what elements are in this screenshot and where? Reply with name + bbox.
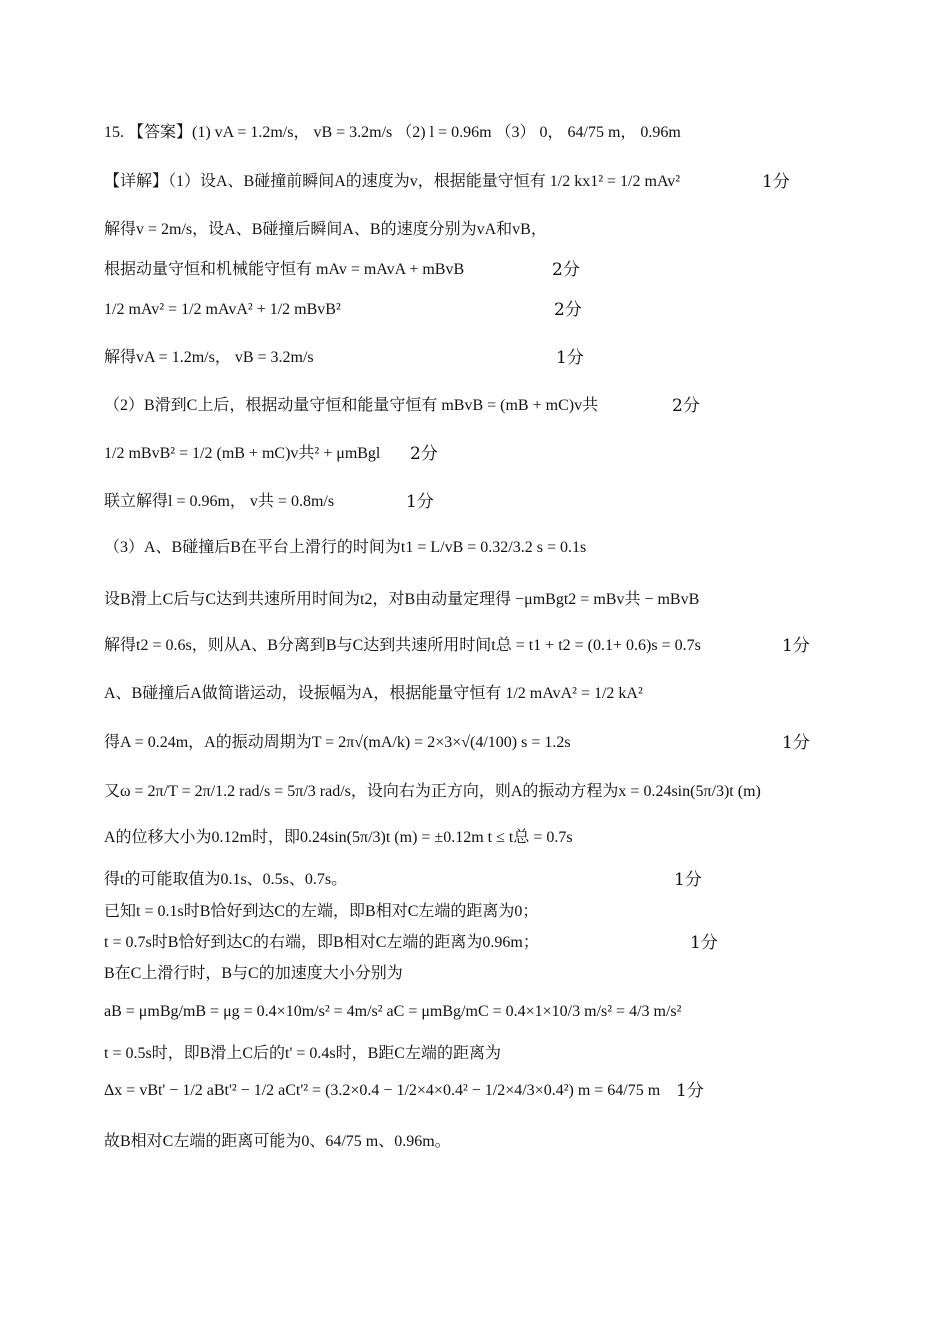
acceleration-line: aB = μmBg/mB = μg = 0.4×10m/s² = 4m/s² aC = μmBg/mC = 0.4×1×10/3 m/s² = 4/3 m/s² [104, 1003, 682, 1020]
solution-line: 解得v = 2m/s，设A、B碰撞后瞬间A、B的速度分别为vA和vB， [104, 221, 547, 238]
score-mark: 1分 [674, 870, 702, 890]
equation-line: 1/2 mAv² = 1/2 mAvA² + 1/2 mBvB² [104, 301, 341, 318]
score-mark: 1分 [782, 636, 810, 656]
solution-line: 解得vA = 1.2m/s， vB = 3.2m/s [104, 349, 314, 366]
distance-line: Δx = vBt' − 1/2 aBt'² − 1/2 aCt'² = (3.2×0.4 − 1/2×4×0.4² − 1/2×4/3×0.4²) m = 64/75 m [104, 1082, 661, 1099]
part2-line: （2）B滑到C上后，根据动量守恒和能量守恒有 mBvB = (mB + mC)v共 [104, 397, 599, 414]
answer-line: 15. 【答案】(1) vA = 1.2m/s， vB = 3.2m/s （2) l = 0.96m （3） 0， 64/75 m， 0.96m [104, 124, 681, 141]
omega-line: 又ω = 2π/T = 2π/1.2 rad/s = 5π/3 rad/s，设向右为正方向，则A的振动方程为x = 0.24sin(5π/3)t (m) [104, 783, 761, 800]
time-values-line: 得t的可能取值为0.1s、0.5s、0.7s。 [104, 871, 348, 888]
score-mark: 1分 [762, 172, 790, 192]
score-mark: 2分 [552, 260, 580, 280]
part3-line: （3）A、B碰撞后B在平台上滑行的时间为t1 = L/vB = 0.32/3.2 s = 0.1s [104, 539, 587, 556]
known-line: 已知t = 0.1s时B恰好到达C的左端，即B相对C左端的距离为0； [104, 903, 539, 920]
score-mark: 2分 [554, 300, 582, 320]
score-mark: 1分 [406, 492, 434, 512]
displacement-line: A的位移大小为0.12m时，即0.24sin(5π/3)t (m) = ±0.12m t ≤ t总 = 0.7s [104, 829, 573, 846]
conclusion-line: 故B相对C左端的距离可能为0、64/75 m、0.96m。 [104, 1133, 451, 1150]
score-mark: 2分 [672, 396, 700, 416]
score-mark: 2分 [410, 444, 438, 464]
equation-line: 1/2 mBvB² = 1/2 (mB + mC)v共² + μmBgl [104, 445, 381, 462]
score-mark: 1分 [676, 1081, 704, 1101]
equation-line: 根据动量守恒和机械能守恒有 mAv = mAvA + mBvB [104, 261, 465, 278]
momentum-theorem-line: 设B滑上C后与C达到共速所用时间为t2，对B由动量定理得 −μmBgt2 = mBv共 − mBvB [104, 591, 700, 608]
score-mark: 1分 [556, 348, 584, 368]
detail-line: 【详解】（1）设A、B碰撞前瞬间A的速度为v，根据能量守恒有 1/2 kx1² = 1/2 mAv² [104, 173, 681, 190]
acceleration-intro-line: B在C上滑行时，B与C的加速度大小分别为 [104, 965, 403, 982]
known-line: t = 0.7s时B恰好到达C的右端，即B相对C左端的距离为0.96m； [104, 934, 539, 951]
distance-intro-line: t = 0.5s时，即B滑上C后的t' = 0.4s时，B距C左端的距离为 [104, 1045, 501, 1062]
shm-line: A、B碰撞后A做简谐运动，设振幅为A，根据能量守恒有 1/2 mAvA² = 1/2 kA² [104, 685, 643, 702]
period-line: 得A = 0.24m，A的振动周期为T = 2π√(mA/k) = 2×3×√(4/100) s = 1.2s [104, 734, 571, 751]
score-mark: 1分 [782, 733, 810, 753]
score-mark: 1分 [690, 933, 718, 953]
solution-line: 解得t2 = 0.6s，则从A、B分离到B与C达到共速所用时间t总 = t1 + t2 = (0.1+ 0.6)s = 0.7s [104, 637, 701, 654]
solution-line: 联立解得l = 0.96m， v共 = 0.8m/s [104, 493, 335, 510]
